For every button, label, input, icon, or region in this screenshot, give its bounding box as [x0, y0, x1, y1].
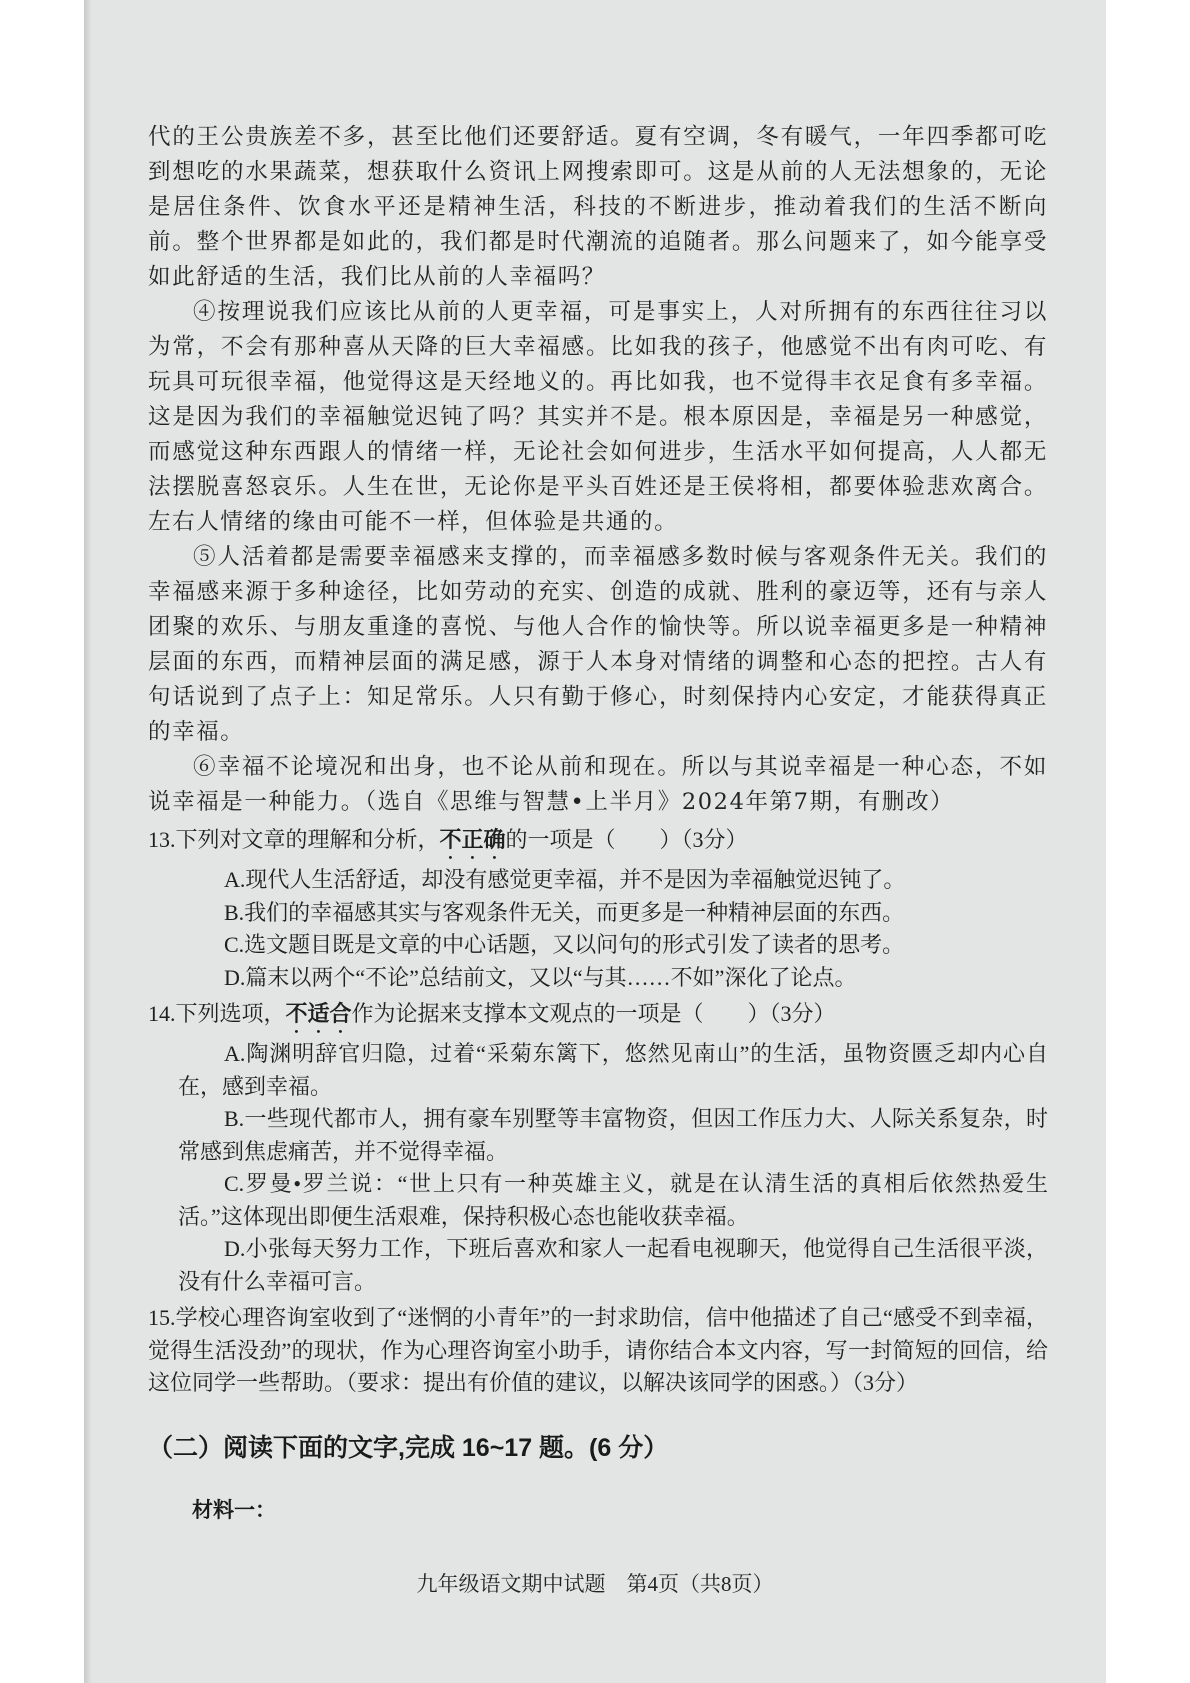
- question-14-option-d: D.小张每天努力工作，下班后喜欢和家人一起看电视聊天，他觉得自己生活很平淡，没有什么幸福可言。: [178, 1236, 1048, 1294]
- question-14-emphasis: 不适合: [285, 1001, 352, 1026]
- exam-content: [148, 120, 1048, 1524]
- question-13-option-c: C.选文题目既是文章的中心话题，又以问句的形式引发了读者的思考。: [224, 932, 905, 957]
- page-footer: 九年级语文期中试题 第4页（共8页）: [416, 1572, 774, 1596]
- question-14-stem: [148, 998, 1048, 1038]
- question-13-option-a: A.现代人生活舒适，却没有感觉更幸福，并不是因为幸福触觉迟钝了。: [224, 867, 906, 892]
- question-14-option-b: B.一些现代都市人，拥有豪车别墅等丰富物资，但因工作压力大、人际关系复杂，时常感到焦虑痛苦，并不觉得幸福。: [178, 1106, 1048, 1164]
- question-13-suffix: 的一项是（ ）（3分）: [505, 827, 748, 852]
- question-14-option-a: A.陶渊明辞官归隐，过着“采菊东篱下，悠然见南山”的生活，虽物资匮乏却内心自在，感到幸福。: [178, 1041, 1048, 1099]
- question-13-option-b: B.我们的幸福感其实与客观条件无关，而更多是一种精神层面的东西。: [224, 899, 905, 925]
- passage-paragraph-3-tail: 代的王公贵族差不多，甚至比他们还要舒适。夏有空调，冬有暖气，一年四季都可吃到想吃的水果蔬菜，想获取什么资讯上网搜索即可。这是从前的人无法想象的，无论是居住条件、饮食水平还是精神生活，科技的不断进步，推动着我们的生活不断向前。整个世界都是如此的，我们都是时代潮流的追随者。那么问题来了，如今能享受如此舒适的生活，我们比从前的人幸福吗？: [148, 124, 1048, 290]
- paper-edge-shadow: [84, 0, 92, 1683]
- question-13-prefix: 13.下列对文章的理解和分析，: [148, 827, 440, 852]
- material-1-label: 材料一：: [192, 1498, 276, 1522]
- question-15: 15.学校心理咨询室收到了“迷惘的小青年”的一封求助信，信中他描述了自己“感受不到幸福，觉得生活没劲”的现状，作为心理咨询室小助手，请你结合本文内容，写一封简短的回信，给这位同学一些帮助。（要求：提出有价值的建议，以解决该同学的困惑。）（3分）: [148, 1305, 1048, 1395]
- question-14-suffix: 作为论据来支撑本文观点的一项是（ ）（3分）: [351, 1001, 836, 1026]
- question-14-option-c: C.罗曼•罗兰说：“世上只有一种英雄主义，就是在认清生活的真相后依然热爱生活。”这体现出即便生活艰难，保持积极心态也能收获幸福。: [178, 1171, 1048, 1229]
- passage-paragraph-6: ⑥幸福不论境况和出身，也不论从前和现在。所以与其说幸福是一种心态，不如说幸福是一种能力。（选自《思维与智慧•上半月》2024年第7期，有删改）: [148, 754, 1048, 815]
- passage-paragraph-5: ⑤人活着都是需要幸福感来支撑的，而幸福感多数时候与客观条件无关。我们的幸福感来源于多种途径，比如劳动的充实、创造的成就、胜利的豪迈等，还有与亲人团聚的欢乐、与朋友重逢的喜悦、与他人合作的愉快等。所以说幸福更多是一种精神层面的东西，而精神层面的满足感，源于人本身对情绪的调整和心态的把控。古人有句话说到了点子上：知足常乐。人只有勤于修心，时刻保持内心安定，才能获得真正的幸福。: [148, 544, 1048, 745]
- question-13-option-d: D.篇末以两个“不论”总结前文，又以“与其……不如”深化了论点。: [224, 964, 857, 990]
- passage-paragraph-4: ④按理说我们应该比从前的人更幸福，可是事实上，人对所拥有的东西往往习以为常，不会有那种喜从天降的巨大幸福感。比如我的孩子，他感觉不出有肉可吃、有玩具可玩很幸福，他觉得这是天经地义的。再比如我，也不觉得丰衣足食有多幸福。这是因为我们的幸福触觉迟钝了吗？其实并不是。根本原因是，幸福是另一种感觉，而感觉这种东西跟人的情绪一样，无论社会如何进步，生活水平如何提高，人人都无法摆脱喜怒哀乐。人生在世，无论你是平头百姓还是王侯将相，都要体验悲欢离合。左右人情绪的缘由可能不一样，但体验是共通的。: [148, 299, 1048, 535]
- section-2-heading: （二）阅读下面的文字,完成 16~17 题。(6 分）: [148, 1433, 669, 1462]
- question-14-prefix: 14.下列选项，: [148, 1001, 286, 1026]
- question-13-emphasis: 不正确: [439, 827, 506, 852]
- question-13-stem: [148, 824, 1048, 864]
